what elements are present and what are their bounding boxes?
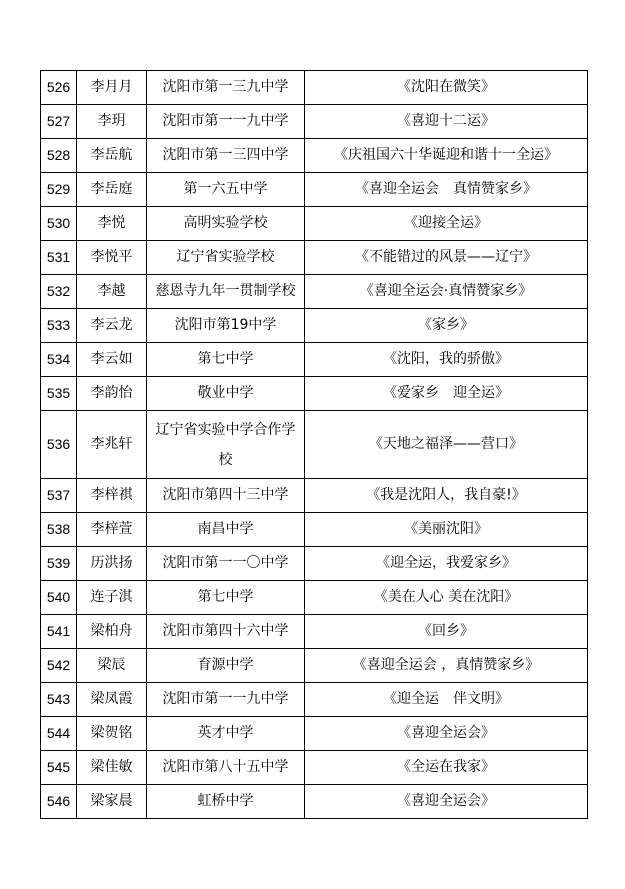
table-row bbox=[41, 173, 588, 207]
work-title: 《迎全运，我爱家乡》 bbox=[305, 547, 588, 581]
table-row bbox=[41, 513, 588, 547]
table-row bbox=[41, 343, 588, 377]
entry-number: 527 bbox=[41, 105, 77, 139]
school-name: 沈阳市第八十五中学 bbox=[147, 751, 305, 785]
work-title: 《我是沈阳人，我自豪!》 bbox=[305, 479, 588, 513]
work-title: 《沈阳，我的骄傲》 bbox=[305, 343, 588, 377]
school-name: 英才中学 bbox=[147, 717, 305, 751]
entry-number: 546 bbox=[41, 785, 77, 819]
entry-number: 537 bbox=[41, 479, 77, 513]
student-name: 李云龙 bbox=[77, 309, 147, 343]
school-name: 沈阳市第四十三中学 bbox=[147, 479, 305, 513]
work-title: 《喜迎十二运》 bbox=[305, 105, 588, 139]
student-name: 李岳航 bbox=[77, 139, 147, 173]
entry-number: 532 bbox=[41, 275, 77, 309]
entry-number: 543 bbox=[41, 683, 77, 717]
table-row bbox=[41, 275, 588, 309]
student-name: 李岳庭 bbox=[77, 173, 147, 207]
work-title: 《沈阳在微笑》 bbox=[305, 71, 588, 105]
student-name: 连子淇 bbox=[77, 581, 147, 615]
entry-number: 531 bbox=[41, 241, 77, 275]
school-name: 高明实验学校 bbox=[147, 207, 305, 241]
work-title: 《喜迎全运会·真情赞家乡》 bbox=[305, 275, 588, 309]
entries-table bbox=[40, 70, 588, 819]
table-row bbox=[41, 139, 588, 173]
entry-number: 529 bbox=[41, 173, 77, 207]
work-title: 《美丽沈阳》 bbox=[305, 513, 588, 547]
school-name: 第七中学 bbox=[147, 343, 305, 377]
school-name: 沈阳市第一一〇中学 bbox=[147, 547, 305, 581]
school-name: 辽宁省实验学校 bbox=[147, 241, 305, 275]
student-name: 李韵怡 bbox=[77, 377, 147, 411]
entry-number: 544 bbox=[41, 717, 77, 751]
table-row bbox=[41, 105, 588, 139]
table-row bbox=[41, 411, 588, 479]
student-name: 李梓祺 bbox=[77, 479, 147, 513]
entry-number: 545 bbox=[41, 751, 77, 785]
student-name: 李悦 bbox=[77, 207, 147, 241]
work-title: 《喜迎全运会 ，真情赞家乡》 bbox=[305, 649, 588, 683]
school-name: 慈恩寺九年一贯制学校 bbox=[147, 275, 305, 309]
student-name: 梁凤霞 bbox=[77, 683, 147, 717]
table-row bbox=[41, 649, 588, 683]
school-name: 第一六五中学 bbox=[147, 173, 305, 207]
student-name: 梁辰 bbox=[77, 649, 147, 683]
work-title: 《喜迎全运会》 bbox=[305, 785, 588, 819]
student-name: 李越 bbox=[77, 275, 147, 309]
entry-number: 542 bbox=[41, 649, 77, 683]
table-row bbox=[41, 207, 588, 241]
school-name: 敬业中学 bbox=[147, 377, 305, 411]
entry-number: 539 bbox=[41, 547, 77, 581]
entry-number: 526 bbox=[41, 71, 77, 105]
student-name: 梁柏舟 bbox=[77, 615, 147, 649]
student-name: 梁贺铭 bbox=[77, 717, 147, 751]
table-row bbox=[41, 241, 588, 275]
student-name: 梁家晨 bbox=[77, 785, 147, 819]
work-title: 《天地之福泽——营口》 bbox=[305, 411, 588, 479]
school-name: 沈阳市第四十六中学 bbox=[147, 615, 305, 649]
table-row bbox=[41, 377, 588, 411]
work-title: 《喜迎全运会 真情赞家乡》 bbox=[305, 173, 588, 207]
entry-number: 541 bbox=[41, 615, 77, 649]
entry-number: 535 bbox=[41, 377, 77, 411]
entry-number: 534 bbox=[41, 343, 77, 377]
table-row bbox=[41, 309, 588, 343]
table-row bbox=[41, 717, 588, 751]
table-row bbox=[41, 785, 588, 819]
entry-number: 538 bbox=[41, 513, 77, 547]
student-name: 李云如 bbox=[77, 343, 147, 377]
student-name: 李梓萱 bbox=[77, 513, 147, 547]
table-row bbox=[41, 581, 588, 615]
work-title: 《迎全运 伴文明》 bbox=[305, 683, 588, 717]
work-title: 《全运在我家》 bbox=[305, 751, 588, 785]
work-title: 《迎接全运》 bbox=[305, 207, 588, 241]
school-name: 虹桥中学 bbox=[147, 785, 305, 819]
school-name: 沈阳市第一三九中学 bbox=[147, 71, 305, 105]
table-row bbox=[41, 751, 588, 785]
student-name: 梁佳敏 bbox=[77, 751, 147, 785]
entry-number: 530 bbox=[41, 207, 77, 241]
student-name: 李兆轩 bbox=[77, 411, 147, 479]
school-name: 沈阳市第一一九中学 bbox=[147, 683, 305, 717]
work-title: 《家乡》 bbox=[305, 309, 588, 343]
student-name: 李玥 bbox=[77, 105, 147, 139]
work-title: 《美在人心 美在沈阳》 bbox=[305, 581, 588, 615]
school-name: 沈阳市第一一九中学 bbox=[147, 105, 305, 139]
school-name: 育源中学 bbox=[147, 649, 305, 683]
entry-number: 533 bbox=[41, 309, 77, 343]
table-row bbox=[41, 71, 588, 105]
work-title: 《回乡》 bbox=[305, 615, 588, 649]
work-title: 《庆祖国六十华诞迎和谐十一全运》 bbox=[305, 139, 588, 173]
work-title: 《喜迎全运会》 bbox=[305, 717, 588, 751]
school-name: 南昌中学 bbox=[147, 513, 305, 547]
school-name: 沈阳市第一三四中学 bbox=[147, 139, 305, 173]
table-row bbox=[41, 615, 588, 649]
table-row bbox=[41, 479, 588, 513]
work-title: 《不能错过的风景——辽宁》 bbox=[305, 241, 588, 275]
student-name: 李月月 bbox=[77, 71, 147, 105]
school-name: 辽宁省实验中学合作学校 bbox=[147, 411, 305, 479]
entries-table-body bbox=[41, 71, 588, 819]
entry-number: 528 bbox=[41, 139, 77, 173]
school-name: 沈阳市第19中学 bbox=[147, 309, 305, 343]
entry-number: 536 bbox=[41, 411, 77, 479]
entry-number: 540 bbox=[41, 581, 77, 615]
table-row bbox=[41, 547, 588, 581]
student-name: 李悦平 bbox=[77, 241, 147, 275]
work-title: 《爱家乡 迎全运》 bbox=[305, 377, 588, 411]
table-row bbox=[41, 683, 588, 717]
student-name: 历洪扬 bbox=[77, 547, 147, 581]
school-name: 第七中学 bbox=[147, 581, 305, 615]
